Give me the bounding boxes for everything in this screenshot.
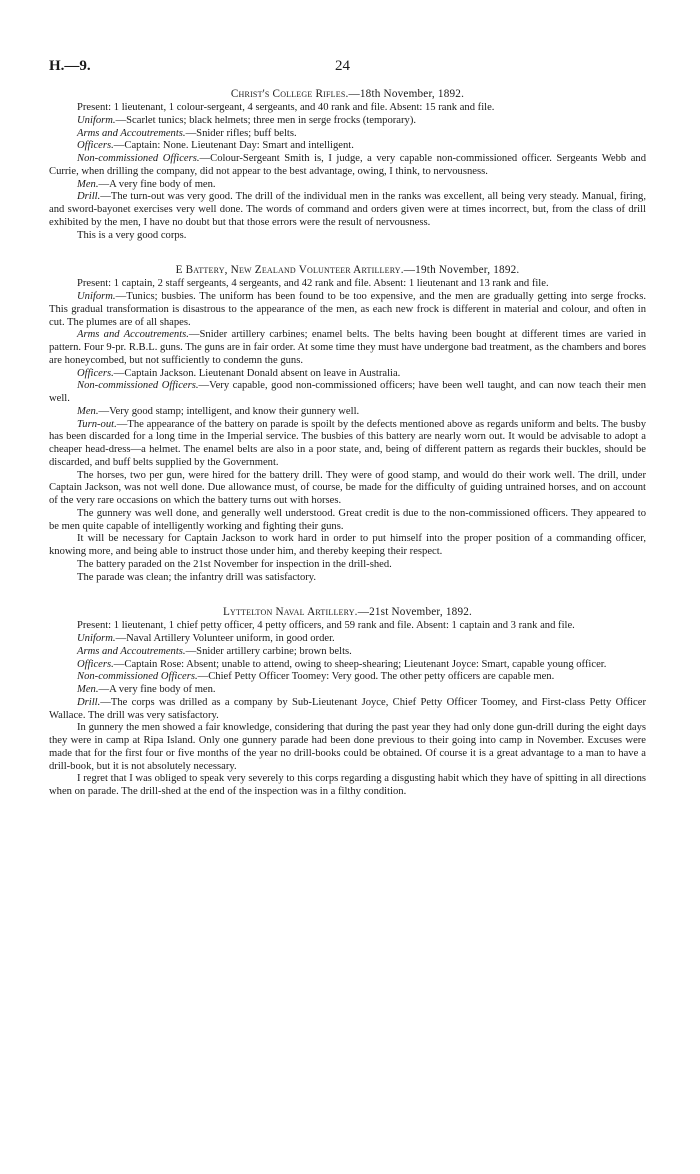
paragraph-text: Present: 1 captain, 2 staff sergeants, 4 sergeants, and 42 rank and file. Absent: 1 lieutenant and 13 rank and file. [77,278,549,290]
paragraph-text: —A very fine body of men. [98,684,216,695]
section-title-date: —18th November, 1892. [348,88,465,100]
paragraph-text: —Very capable, good non-commissioned officers; have been well taught, and can now teach their men well. [49,380,647,404]
paragraph-heading: Non-commissioned Officers. [77,671,198,683]
paragraph-text: —Captain Jackson. Lieutenant Donald absent on leave in Australia. [113,367,401,379]
section-title-date: —21st November, 1892. [357,606,473,619]
section-title-name: E Battery, New Zealand Volunteer Artillery. [175,264,404,277]
paragraph-text: This is a very good corps. [77,229,187,241]
paragraph [49,572,646,585]
paragraph-heading: Non-commissioned Officers. [77,153,200,164]
paragraph-text: The horses, two per gun, were hired for the battery drill. They were of good stamp, and would do their work well. The drill, under Captain Jackson, was not well done. Due allowance must, of course, be made for the difficulty of guiding untrained horses, and on account of the very rare occasions on which the battery turns out with horses. [49,469,646,506]
paragraph [49,722,646,773]
paragraph [49,508,646,534]
section-body [49,278,646,584]
paragraph-heading: Arms and Accoutrements. [77,329,189,341]
paragraph-heading: Drill. [77,191,101,203]
paragraph-heading: Turn-out. [77,418,117,430]
paragraph [49,773,646,799]
paragraph-heading: Arms and Accoutrements. [77,645,186,657]
paragraph [49,684,646,697]
paragraph [49,633,646,646]
page-number: 24 [335,58,350,74]
paragraph [49,291,646,329]
paragraph-text: —The turn-out was very good. The drill of the individual men in the ranks was excellent, all being very steady. Manual, firing, and sword-bayonet exercises very well done. The words of command and orders given were at times incorrect, but, from the class of drill exhibited by the men, I have no doubt but that those errors were the result of nervousness. [49,191,646,228]
section-body [49,102,646,242]
paragraph [49,697,646,723]
paragraph-heading: Men. [77,405,99,417]
paragraph [49,102,646,115]
paragraph-text: —The corps was drilled as a company by Sub-Lieutenant Joyce, Chief Petty Officer Toomey, and First-class Petty Officer Wallace. The drill was very satisfactory. [49,696,646,721]
section-title [49,88,646,100]
paragraph [49,646,646,659]
paragraph-text: —Snider rifles; buff belts. [185,127,297,139]
section-title [49,606,646,618]
paragraph-text: In gunnery the men showed a fair knowledge, considering that during the past year they had only done gun-drill during the eight days they were in camp at Ripa Island. Only one gunnery parade had been done previous to their going into camp in November. Excuses were made that for the first four or five months of the year no drill-books could be obtained. Of course it is a great advantage to a man to have a drill-book, but it is not absolutely necessary. [49,722,646,772]
paragraph-text: —A very fine body of men. [98,178,216,190]
paragraph [49,533,646,559]
paragraph-text: —Snider artillery carbines; enamel belts. The belts having been bought at different times are varied in pattern. Four 9-pr. R.B.L. guns. The guns are in fair order. At some time they must have undergone bad treatment, as the chambers and bores are honeycombed, but not sufficiently to condemn the guns. [49,329,647,366]
paragraph [49,380,646,406]
paragraph-text: The battery paraded on the 21st November for inspection in the drill-shed. [77,558,392,570]
paragraph-text: —Captain: None. Lieutenant Day: Smart and intelligent. [113,140,354,152]
paragraph-heading: Uniform. [77,291,116,302]
paragraph [49,153,646,179]
section-title [49,264,646,276]
paragraph-text: —Colour-Sergeant Smith is, I judge, a very capable non-commissioned officer. Sergeants Webb and Currie, when drilling the company, did not appear to the best advantage, owing, I think, to nervousness. [49,153,646,177]
paragraph-heading: Officers. [77,140,114,152]
paragraph [49,419,646,470]
paragraph [49,191,646,229]
paragraph-text: The parade was clean; the infantry drill was satisfactory. [77,571,317,583]
paragraph-heading: Drill. [77,696,101,708]
paragraph [49,368,646,381]
paragraph-text: I regret that I was obliged to speak very severely to this corps regarding a disgusting habit which they have of spitting in all directions when on parade. The drill-shed at the end of the inspection was in a filthy condition. [49,773,646,797]
paragraph [49,115,646,128]
paragraph-heading: Uniform. [77,633,116,644]
page-header [49,58,646,80]
paragraph-text: —The appearance of the battery on parade is spoilt by the defects mentioned above as regards uniform and belts. The busby has been discarded for a long time in the Imperial service. The busbies of this battery are nearly worn out. It would be advisable to adopt a cheaper head-dress—a helmet. The enamel belts are also in a poor state, and, being of different pattern as regards their buckles, should be discarded, and buff belts supplied by the Government. [49,418,646,468]
paragraph [49,278,646,291]
paragraph-text: —Chief Petty Officer Toomey: Very good. The other petty officers are capable men. [197,671,555,683]
document-reference: H.—9. [49,58,91,74]
section-title-name: Christ's College Rifles. [230,88,349,100]
paragraph-heading: Officers. [77,367,114,379]
paragraph-text: —Tunics; busbies. The uniform has been found to be too expensive, and the men are gradually getting into serge frocks. This gradual transformation is disastrous to the appearance of the men, as each new frock is different in material and colour, and often in cut. The plumes are of all shapes. [49,291,646,328]
paragraph [49,671,646,684]
paragraph-text: —Snider artillery carbine; brown belts. [185,645,352,657]
paragraph-text: Present: 1 lieutenant, 1 colour-sergeant, 4 sergeants, and 40 rank and file. Absent: 15 rank and file. [77,102,495,113]
paragraph [49,179,646,192]
paragraph [49,470,646,508]
paragraph-text: It will be necessary for Captain Jackson to work hard in order to put himself into the proper position of a commanding officer, knowing more, and being able to instruct those under him, and thereby keeping their respect. [49,533,646,557]
paragraph [49,128,646,141]
section-christs-college-rifles [49,88,646,242]
paragraph [49,659,646,672]
paragraph-heading: Men. [77,178,99,190]
paragraph [49,620,646,633]
paragraph [49,406,646,419]
paragraph-heading: Officers. [77,658,114,670]
paragraph-text: —Naval Artillery Volunteer uniform, in good order. [115,633,335,644]
paragraph-text: —Very good stamp; intelligent, and know their gunnery well. [98,405,360,417]
paragraph-heading: Non-commissioned Officers. [77,380,199,392]
section-lyttelton-naval-artillery [49,606,646,799]
paragraph-text: —Captain Rose: Absent; unable to attend, owing to sheep-shearing; Lieutenant Joyce: Smart, capable young officer. [113,658,607,670]
paragraph-heading: Uniform. [77,114,116,126]
paragraph [49,559,646,572]
paragraph-heading: Men. [77,684,99,695]
section-title-name: Lyttelton Naval Artillery. [222,606,358,619]
paragraph-heading: Arms and Accoutrements. [77,127,186,139]
section-body [49,620,646,799]
paragraph [49,329,646,367]
paragraph-text: —Scarlet tunics; black helmets; three men in serge frocks (temporary). [115,114,417,126]
section-e-battery [49,264,646,584]
paragraph-text: The gunnery was well done, and generally well understood. Great credit is due to the non-commissioned officers. They appeared to be men quite capable of intelligently working and fighting their guns. [49,507,646,532]
section-title-date: —19th November, 1892. [403,264,520,277]
paragraph [49,230,646,243]
paragraph-text: Present: 1 lieutenant, 1 chief petty officer, 4 petty officers, and 59 rank and file. Absent: 1 captain and 3 rank and file. [77,620,575,632]
paragraph [49,140,646,153]
